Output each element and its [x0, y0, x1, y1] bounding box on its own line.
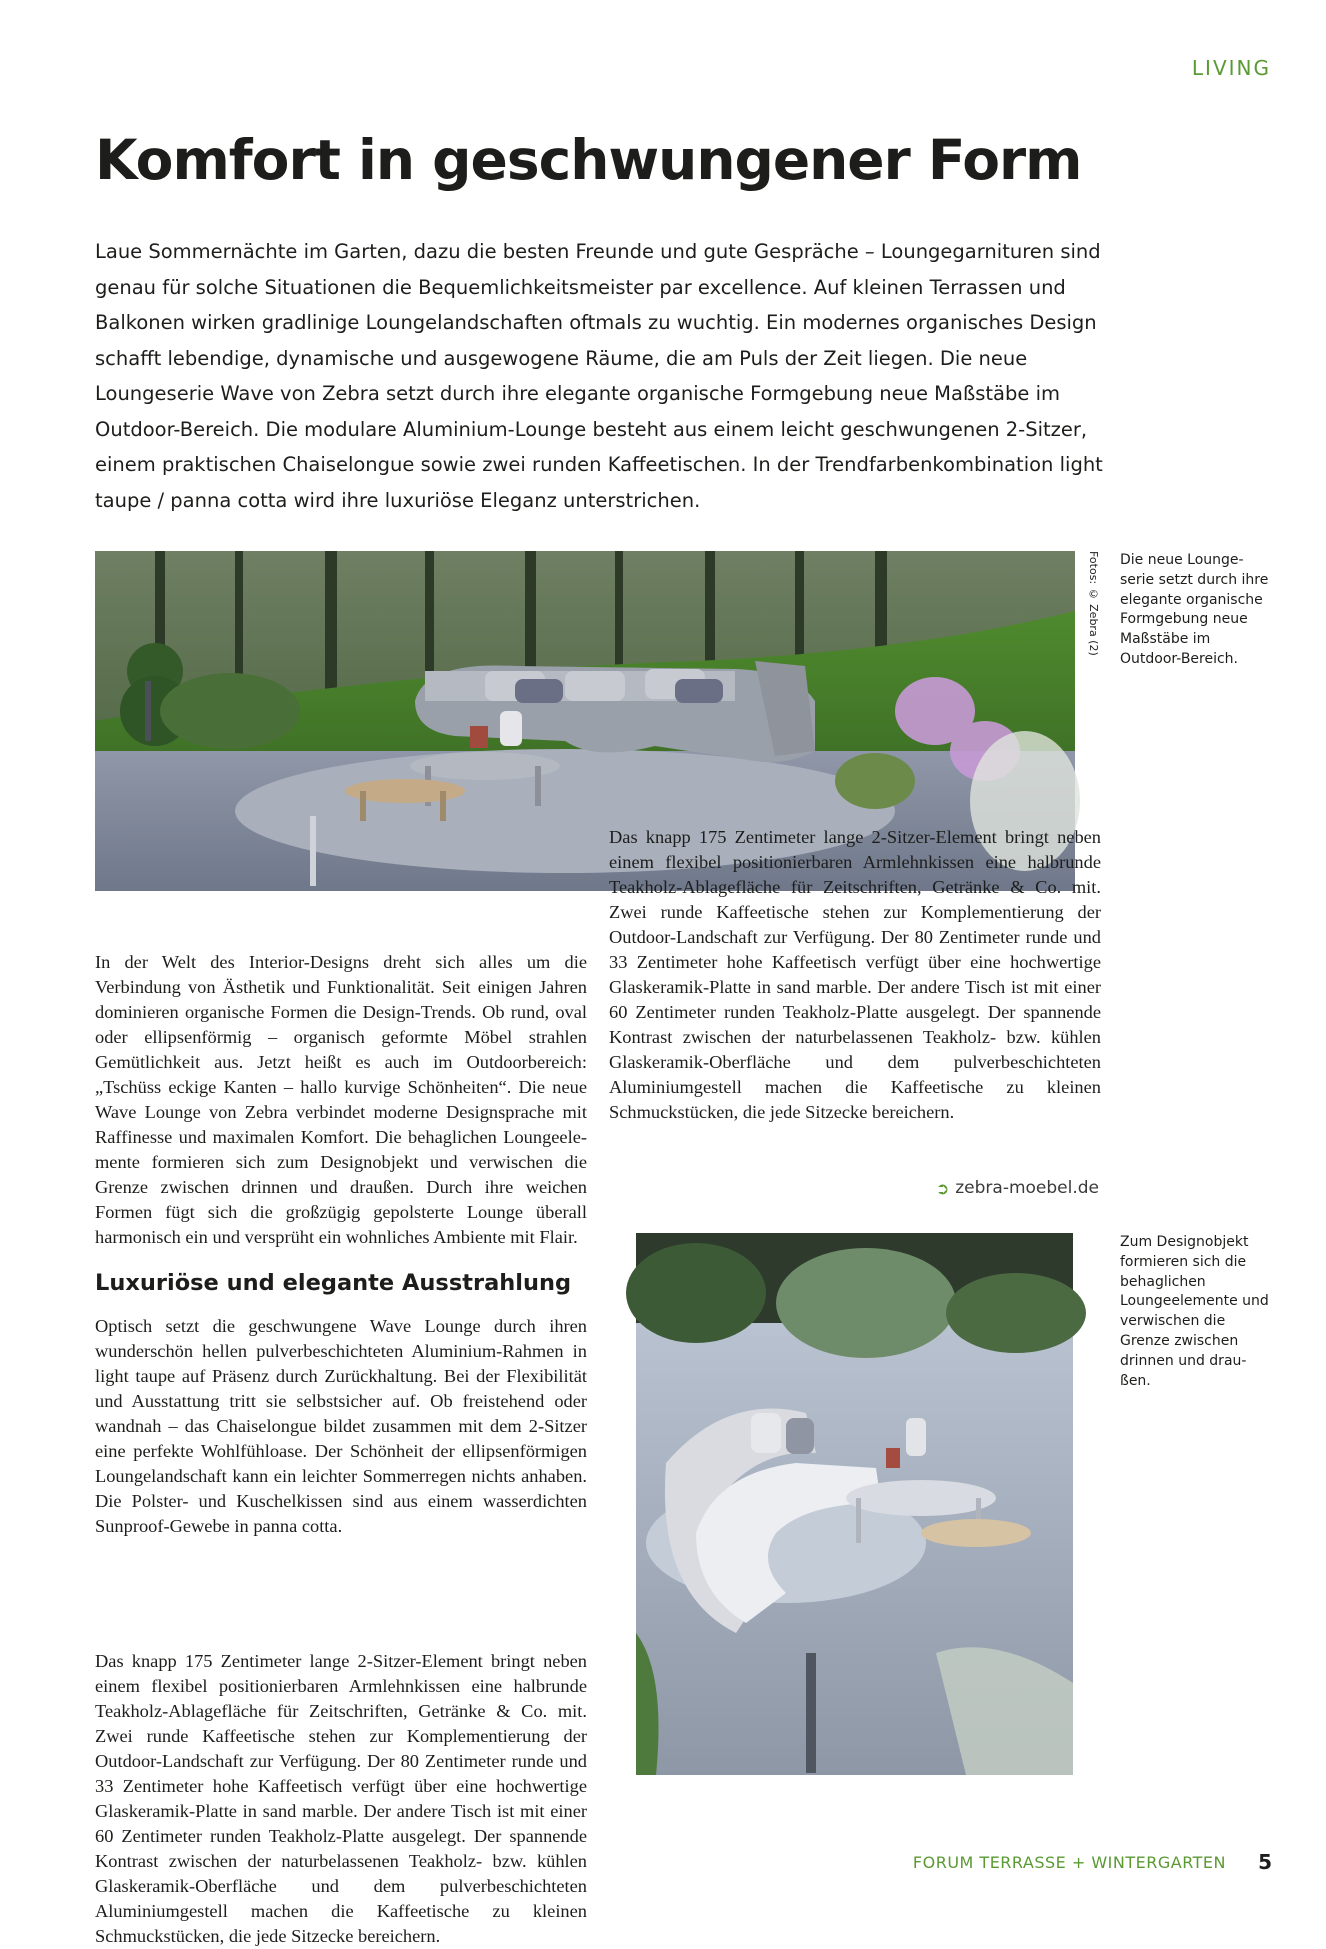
intro-paragraph: Laue Sommernächte im Garten, dazu die besten Freunde und gute Gespräche – Loungegarnituren sind genau für solche Situationen die Bequemlichkeitsmeister par excellence. Auf kleinen Terrassen und Balkonen wirken gradlinige Loungelandschaften oftmals zu wuchtig. Ein modernes organisches Design schafft lebendige, dynamische und ausgewogene Räume, die am Puls der Zeit liegen. Die neue Loungeserie Wave von Zebra setzt durch ihre elegante organische Formgebung neue Maßstäbe im Outdoor-Bereich. Die modulare Aluminium-Lounge besteht aus einem leicht geschwungenen 2-Sitzer, einem praktischen Chaiselongue sowie zwei runden Kaffeetischen. In der Trendfarbenkombination light taupe / panna cotta wird ihre luxuriöse Eleganz unterstrichen.: [95, 240, 1103, 512]
body-paragraph-3: Das knapp 175 Zentimeter lange 2-Sitzer-Element bringt neben einem flexibel positionierbaren Armlehnkissen eine halbrunde Teakholz-Ablagefläche für Zeitschriften, Getränke & Co. mit. Zwei runde Kaffeetische stehen zur Komplementierung der Outdoor-Landschaft zur Verfügung. Der 80 Zentimeter runde und 33 Zentimeter hohe Kaffeetisch verfügt über eine hochwertige Glaskeramik-Platte in sand marble. Der andere Tisch ist mit einer 60 Zentimeter runden Teakholz-Platte ausgelegt. Der spannende Kontrast zwischen der naturbelassenen Teakholz- bzw. kühlen Glaskeramik-Oberfläche und dem pulverbeschichteten Aluminiumgestell machen die Kaffeetische zu kleinen Schmuckstücken, die jede Sitzecke bereichern.: [95, 1651, 587, 1946]
section-label: LIVING: [1191, 56, 1271, 80]
body-paragraph-2: Optisch setzt die geschwungene Wave Lounge durch ihren wunderschön hellen pulverbeschichteten Aluminium-Rahmen in light taupe auf Präsenz durch Zurückhaltung. Bei der Flexibilität und Ausstattung tritt sie selbstsicher auf. Ob freistehend oder wandnah – das Chaiselongue bildet zusammen mit dem 2-Sitzer eine perfekte Wohlfühloase. Der Schönheit der ellipsenförmigen Loungelandschaft kann ein leichter Sommerregen nichts anhaben. Die Polster- und Kuschelkissen sind aus einem wasserdichten Sunproof-Gewebe in panna cotta.: [95, 1316, 587, 1536]
body-paragraph-3-continued: [609, 827, 1101, 1170]
photo-caption-2: Zum Designobjekt formieren sich die behaglichen Loungeelemente und verwischen die Grenze zwischen drinnen und draußen.: [1120, 1234, 1269, 1389]
body-paragraph-3-tail: Das knapp 175 Zentimeter lange 2-Sitzer-Element bringt neben einem flexibel positionierbaren Armlehnkissen eine halbrunde Teakholz-Ablagefläche für Zeitschriften, Getränke & Co. mit. Zwei runde Kaffeetische stehen zur Komplementierung der Outdoor-Landschaft zur Verfügung. Der 80 Zentimeter runde und 33 Zentimeter hohe Kaffeetisch verfügt über eine hochwertige Glaskeramik-Platte in sand marble. Der andere Tisch ist mit einer 60 Zentimeter runden Teakholz-Platte ausgelegt. Der spannende Kontrast zwischen der naturbelassenen Teakholz- bzw. kühlen Glaskeramik-Oberfläche und dem pulverbeschichteten Aluminiumgestell machen die Kaffeetische zu kleinen Schmuckstücken, die jede Sitzecke bereichern.: [609, 827, 1101, 1122]
body-paragraph-1: In der Welt des Interior-Designs dreht sich alles um die Verbindung von Ästhetik und Funktionalität. Seit einigen Jahren dominieren organische Formen die Design-Trends. Ob rund, oval oder ellipsenförmig – organisch geformte Möbel strahlen Gemütlichkeit aus. Jetzt heißt es auch im Outdoorbereich: „Tschüss eckige Kanten – hallo kurvige Schönheiten“. Die neue Wave Lounge von Zebra verbindet moderne Designsprache mit Raffinesse und maximalen Komfort. Die behaglichen Loungeelemente formieren sich zum Designobjekt und verwischen die Grenze zwischen drinnen und draußen. Durch ihre weichen Formen fügt sich die großzügig gepolsterte Lounge überall harmonisch ein und versprüht ein wohnliches Ambiente mit Flair.: [95, 952, 587, 1247]
photo-credit: Fotos: © Zebra (2): [1087, 551, 1100, 656]
subheading: Luxuriöse und elegante Ausstrahlung: [95, 1270, 572, 1296]
circle-arrow-icon: ➲: [935, 1178, 950, 1198]
chaiselongue-terrace-photo: [636, 1233, 1073, 1775]
photo-caption-1: Die neue Loungeserie setzt durch ihre elegante organische Formgebung neue Maßstäbe im Outdoor-Bereich.: [1120, 552, 1269, 667]
magazine-name: FORUM TERRASSE + WINTERGARTEN: [912, 1853, 1226, 1872]
page-number: 5: [1258, 1850, 1272, 1874]
article-title: Komfort in geschwungener Form: [95, 128, 1082, 192]
web-link-text: zebra-moebel.de: [955, 1178, 1099, 1198]
web-link[interactable]: [936, 1178, 1099, 1198]
